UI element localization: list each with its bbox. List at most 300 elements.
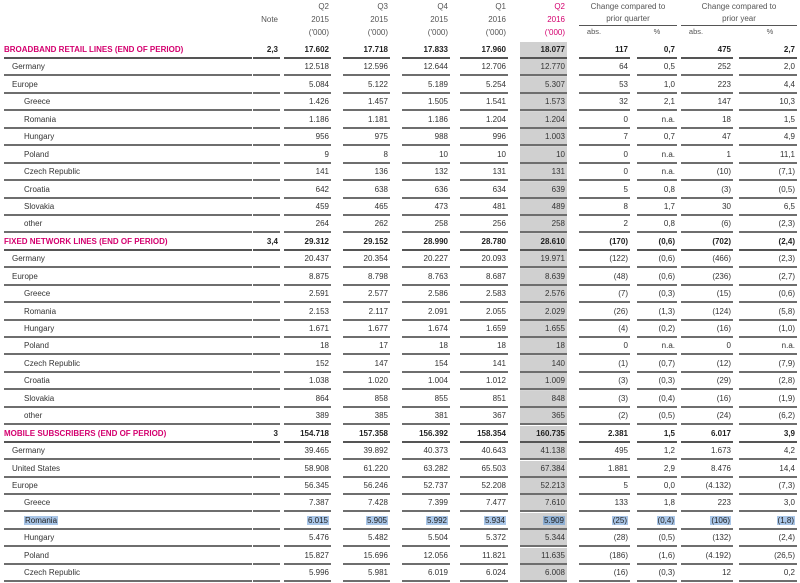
table-row[interactable] xyxy=(0,321,800,338)
table-row[interactable] xyxy=(0,338,800,355)
cell-value: 256 xyxy=(492,219,506,229)
cell-q4-2015 xyxy=(402,373,450,390)
cell-q1-2016 xyxy=(460,495,508,512)
cell-value: 17.960 xyxy=(481,45,506,54)
cell-value: 8 xyxy=(623,201,628,211)
cell-q2-2015 xyxy=(284,391,331,408)
cell-change-prior-year-pct xyxy=(739,147,797,164)
note-cell xyxy=(253,461,280,478)
group-prior-year-subtitle: prior year xyxy=(681,13,797,26)
cell-q1-2016 xyxy=(460,304,508,321)
cell-q1-2016 xyxy=(460,478,508,495)
cell-value: 7.428 xyxy=(367,498,388,508)
cell-change-prior-quarter-pct xyxy=(637,199,677,216)
cell-change-prior-year-abs xyxy=(681,426,733,443)
row-label-cell xyxy=(4,216,252,233)
cell-q4-2015 xyxy=(402,461,450,478)
cell-value: 495 xyxy=(614,446,628,456)
cell-q3-2015 xyxy=(343,129,390,146)
cell-value: 40.643 xyxy=(481,446,506,456)
cell-q2-2015 xyxy=(284,112,331,129)
row-label xyxy=(4,254,45,263)
row-label xyxy=(4,376,50,385)
table-row[interactable] xyxy=(0,495,800,512)
row-label-text: Poland xyxy=(24,550,49,560)
cell-value: 157.358 xyxy=(359,428,388,438)
cell-value: n.a. xyxy=(661,167,675,177)
cell-value: 2,7 xyxy=(783,45,795,54)
table-row[interactable] xyxy=(0,112,800,129)
cell-q4-2015 xyxy=(402,94,450,111)
cell-value: 638 xyxy=(374,184,388,194)
cell-q2-2016 xyxy=(520,182,567,199)
note-cell xyxy=(253,478,280,495)
group-prior-quarter-subtitle: prior quarter xyxy=(579,13,677,26)
cell-value: (0,5) xyxy=(658,533,675,543)
row-label-text: Germany xyxy=(12,254,45,264)
table-row[interactable] xyxy=(0,216,800,233)
row-label-text: Europe xyxy=(12,79,38,89)
cell-value: (2,3) xyxy=(778,254,795,264)
cell-value: (12) xyxy=(716,358,731,368)
cell-value: 40.373 xyxy=(423,446,448,456)
cell-value: (7,3) xyxy=(778,480,795,490)
cell-value: (0,5) xyxy=(658,411,675,421)
cell-q2-2015 xyxy=(284,478,331,495)
prior-year-abs-header: abs. xyxy=(688,27,704,36)
row-label xyxy=(4,481,38,490)
cell-value: 858 xyxy=(374,393,388,403)
table-row[interactable] xyxy=(0,129,800,146)
cell-change-prior-year-abs xyxy=(681,129,733,146)
table-row[interactable] xyxy=(0,513,800,530)
cell-value: 0,5 xyxy=(663,62,675,72)
cell-change-prior-year-pct xyxy=(739,59,797,76)
cell-value: 158.354 xyxy=(477,428,506,438)
cell-q2-2016 xyxy=(520,530,567,547)
cell-q2-2015 xyxy=(284,461,331,478)
cell-change-prior-year-pct xyxy=(739,373,797,390)
cell-q3-2015 xyxy=(343,304,390,321)
cell-q2-2015 xyxy=(284,199,331,216)
cell-q2-2016 xyxy=(520,251,567,268)
cell-q2-2015 xyxy=(284,59,331,76)
row-label-text: Czech Republic xyxy=(24,568,81,578)
cell-q2-2016 xyxy=(520,129,567,146)
cell-value: 1.012 xyxy=(485,376,506,386)
cell-value: 152 xyxy=(315,358,329,368)
cell-q4-2015 xyxy=(402,408,450,425)
cell-change-prior-quarter-pct xyxy=(637,513,677,530)
section-header-row[interactable] xyxy=(0,42,800,59)
cell-value: 19.971 xyxy=(540,254,565,264)
cell-q4-2015 xyxy=(402,129,450,146)
cell-value: 1.003 xyxy=(544,132,565,142)
table-row[interactable] xyxy=(0,269,800,286)
cell-value: 3,9 xyxy=(783,428,795,438)
cell-change-prior-quarter-abs xyxy=(579,251,630,268)
cell-value: 1.426 xyxy=(308,97,329,107)
row-label-cell xyxy=(4,513,252,530)
cell-value: 133 xyxy=(614,498,628,508)
table-row[interactable] xyxy=(0,548,800,565)
cell-change-prior-year-abs xyxy=(681,391,733,408)
note-header: Note xyxy=(261,15,278,24)
row-label xyxy=(4,167,80,176)
table-row[interactable] xyxy=(0,77,800,94)
col-q2-2015-year: 2015 xyxy=(311,15,329,24)
cell-value: (3) xyxy=(721,184,731,194)
cell-value: 1.038 xyxy=(308,376,329,386)
cell-q2-2015 xyxy=(284,234,331,251)
table-row[interactable] xyxy=(0,373,800,390)
cell-change-prior-year-abs xyxy=(681,530,733,547)
cell-value: 154 xyxy=(434,358,448,368)
cell-q2-2016 xyxy=(520,112,567,129)
cell-change-prior-quarter-abs xyxy=(579,461,630,478)
row-label-cell xyxy=(4,443,252,460)
table-row[interactable] xyxy=(0,199,800,216)
cell-q1-2016 xyxy=(460,565,508,582)
row-label xyxy=(4,219,42,228)
cell-change-prior-year-abs xyxy=(681,373,733,390)
table-row[interactable] xyxy=(0,286,800,303)
col-q1-2016-unit: ('000) xyxy=(485,28,506,37)
cell-value: 5.307 xyxy=(544,79,565,89)
cell-value: 1.674 xyxy=(427,324,448,333)
cell-q2-2016 xyxy=(520,304,567,321)
table-row[interactable] xyxy=(0,356,800,373)
cell-value: 30 xyxy=(722,201,731,211)
cell-value: (1,6) xyxy=(658,550,675,560)
cell-value: (1,8) xyxy=(777,515,794,525)
row-label xyxy=(4,551,49,560)
cell-change-prior-quarter-pct xyxy=(637,112,677,129)
cell-value: 258 xyxy=(434,219,448,229)
cell-value: 2.591 xyxy=(308,289,329,299)
cell-change-prior-quarter-abs xyxy=(579,513,630,530)
table-row[interactable] xyxy=(0,147,800,164)
col-q2-2015-quarter: Q2 xyxy=(318,2,329,11)
cell-q2-2015 xyxy=(284,530,331,547)
row-label xyxy=(4,516,58,525)
cell-value: 10 xyxy=(556,149,565,159)
cell-change-prior-year-abs xyxy=(681,478,733,495)
cell-value: 2.576 xyxy=(544,289,565,299)
cell-q3-2015 xyxy=(343,530,390,547)
table-row[interactable] xyxy=(0,59,800,76)
cell-q4-2015 xyxy=(402,548,450,565)
row-label xyxy=(4,132,54,141)
table-row[interactable] xyxy=(0,391,800,408)
cell-value: 5.122 xyxy=(367,79,388,89)
table-row[interactable] xyxy=(0,478,800,495)
cell-value: 20.093 xyxy=(481,254,506,264)
cell-q4-2015 xyxy=(402,495,450,512)
cell-value: 5.934 xyxy=(484,515,505,525)
cell-q4-2015 xyxy=(402,42,450,59)
table-row[interactable] xyxy=(0,461,800,478)
table-row[interactable] xyxy=(0,530,800,547)
cell-value: 10 xyxy=(497,149,506,159)
cell-value: 1.673 xyxy=(710,446,731,456)
cell-value: (2,4) xyxy=(778,236,795,246)
cell-value: 10 xyxy=(439,149,448,159)
cell-value: 17 xyxy=(379,341,388,351)
cell-value: 223 xyxy=(717,79,731,89)
cell-change-prior-year-pct xyxy=(739,530,797,547)
cell-value: 18 xyxy=(320,341,329,351)
cell-value: 47 xyxy=(722,132,731,142)
section-header-row[interactable] xyxy=(0,426,800,443)
cell-q2-2016 xyxy=(520,147,567,164)
row-label xyxy=(4,394,54,403)
cell-value: 1,5 xyxy=(663,428,675,438)
cell-value: 1.881 xyxy=(607,463,628,473)
cell-value: 147 xyxy=(374,358,388,368)
cell-q4-2015 xyxy=(402,426,450,443)
cell-q1-2016 xyxy=(460,286,508,303)
col-q1-2016-quarter: Q1 xyxy=(495,2,506,11)
cell-change-prior-quarter-pct xyxy=(637,251,677,268)
table-row[interactable] xyxy=(0,251,800,268)
cell-change-prior-year-pct xyxy=(739,199,797,216)
row-label-cell xyxy=(4,199,252,216)
row-label-text: MOBILE SUBSCRIBERS (END OF PERIOD) xyxy=(4,428,167,438)
cell-change-prior-year-abs xyxy=(681,234,733,251)
cell-value: 636 xyxy=(434,184,448,194)
cell-value: (4.132) xyxy=(705,480,731,490)
cell-value: 252 xyxy=(717,62,731,72)
cell-value: 154.718 xyxy=(300,428,329,438)
cell-value: 14,4 xyxy=(779,463,795,473)
cell-change-prior-year-pct xyxy=(739,513,797,530)
cell-q1-2016 xyxy=(460,59,508,76)
cell-q3-2015 xyxy=(343,269,390,286)
cell-value: 1,0 xyxy=(663,79,675,89)
cell-value: 17.602 xyxy=(304,45,329,54)
cell-change-prior-year-abs xyxy=(681,356,733,373)
row-label-cell xyxy=(4,391,252,408)
cell-q2-2016 xyxy=(520,94,567,111)
cell-value: (702) xyxy=(712,236,731,246)
cell-q1-2016 xyxy=(460,199,508,216)
cell-value: 367 xyxy=(492,411,506,421)
cell-change-prior-year-pct xyxy=(739,94,797,111)
cell-change-prior-year-pct xyxy=(739,461,797,478)
cell-value: 0,0 xyxy=(663,480,675,490)
cell-value: 2.577 xyxy=(367,289,388,299)
cell-change-prior-year-pct xyxy=(739,42,797,59)
cell-value: 11.821 xyxy=(482,550,506,560)
cell-value: (29) xyxy=(716,376,731,386)
cell-value: 855 xyxy=(434,393,448,403)
cell-q1-2016 xyxy=(460,94,508,111)
cell-value: 2 xyxy=(623,219,628,229)
cell-value: 2.029 xyxy=(544,306,565,316)
cell-q4-2015 xyxy=(402,216,450,233)
cell-q4-2015 xyxy=(402,77,450,94)
cell-value: 5.909 xyxy=(543,515,564,525)
cell-q2-2016 xyxy=(520,548,567,565)
cell-value: (4.192) xyxy=(705,550,731,560)
cell-change-prior-year-pct xyxy=(739,234,797,251)
cell-q2-2015 xyxy=(284,321,331,338)
cell-value: 2.586 xyxy=(427,289,448,299)
cell-q3-2015 xyxy=(343,478,390,495)
cell-q2-2016 xyxy=(520,77,567,94)
row-label-text: FIXED NETWORK LINES (END OF PERIOD) xyxy=(4,236,168,246)
cell-change-prior-quarter-abs xyxy=(579,373,630,390)
cell-value: 5.905 xyxy=(366,515,387,525)
cell-value: 6.019 xyxy=(427,568,448,578)
cell-value: (2,8) xyxy=(778,376,795,386)
cell-q1-2016 xyxy=(460,129,508,146)
cell-value: 996 xyxy=(492,132,506,142)
cell-value: (1,9) xyxy=(778,393,795,403)
row-label xyxy=(4,115,56,124)
row-label-text: Germany xyxy=(12,446,45,456)
cell-value: 1.659 xyxy=(485,324,506,333)
row-label-text: Poland xyxy=(24,341,49,351)
note-cell xyxy=(253,199,280,216)
row-label-cell xyxy=(4,234,252,251)
row-label xyxy=(4,62,45,71)
row-label-cell xyxy=(4,129,252,146)
cell-value: 0,8 xyxy=(663,219,675,229)
cell-value: 156.392 xyxy=(419,428,448,438)
cell-change-prior-quarter-abs xyxy=(579,112,630,129)
cell-change-prior-year-pct xyxy=(739,129,797,146)
cell-value: 5 xyxy=(623,480,628,490)
cell-q2-2016 xyxy=(520,321,567,338)
row-label xyxy=(4,45,183,54)
cell-q3-2015 xyxy=(343,112,390,129)
cell-value: n.a. xyxy=(781,341,795,351)
cell-change-prior-year-pct xyxy=(739,391,797,408)
cell-q3-2015 xyxy=(343,182,390,199)
cell-value: 15.696 xyxy=(363,550,388,560)
cell-q4-2015 xyxy=(402,356,450,373)
cell-q4-2015 xyxy=(402,269,450,286)
cell-value: 1.457 xyxy=(367,97,388,107)
cell-value: 6.024 xyxy=(485,568,506,578)
table-row[interactable] xyxy=(0,443,800,460)
cell-q3-2015 xyxy=(343,443,390,460)
cell-value: 1.204 xyxy=(485,114,506,124)
table-row[interactable] xyxy=(0,94,800,111)
cell-q1-2016 xyxy=(460,269,508,286)
cell-value: 639 xyxy=(551,184,565,194)
row-label-cell xyxy=(4,269,252,286)
cell-q2-2016 xyxy=(520,408,567,425)
cell-change-prior-year-pct xyxy=(739,321,797,338)
table-row[interactable] xyxy=(0,565,800,582)
cell-value: 4,2 xyxy=(783,446,795,456)
cell-value: 1,7 xyxy=(663,201,675,211)
cell-q3-2015 xyxy=(343,495,390,512)
cell-value: 0,2 xyxy=(783,568,795,578)
cell-value: 5.476 xyxy=(308,533,329,543)
cell-value: 634 xyxy=(492,184,506,194)
cell-value: 12.518 xyxy=(304,62,329,72)
note-cell xyxy=(253,77,280,94)
cell-value: 1.009 xyxy=(544,376,565,386)
cell-value: 8.687 xyxy=(485,271,506,281)
cell-value: n.a. xyxy=(661,341,675,351)
cell-value: (0,2) xyxy=(658,324,675,333)
table-header xyxy=(0,0,800,43)
table-row[interactable] xyxy=(0,408,800,425)
table-row[interactable] xyxy=(0,304,800,321)
cell-change-prior-year-abs xyxy=(681,59,733,76)
cell-value: 465 xyxy=(374,201,388,211)
cell-value: 5.084 xyxy=(308,79,329,89)
cell-q3-2015 xyxy=(343,199,390,216)
cell-value: 15.827 xyxy=(304,550,329,560)
cell-value: 18 xyxy=(497,341,506,351)
row-label xyxy=(4,359,80,368)
cell-value: 1 xyxy=(726,149,731,159)
cell-value: 642 xyxy=(315,184,329,194)
cell-value: 1.186 xyxy=(427,114,448,124)
cell-q2-2015 xyxy=(284,356,331,373)
cell-change-prior-quarter-abs xyxy=(579,478,630,495)
cell-value: 8.875 xyxy=(308,271,329,281)
cell-value: 1.573 xyxy=(544,97,565,107)
cell-q3-2015 xyxy=(343,59,390,76)
cell-value: (124) xyxy=(712,306,731,316)
cell-change-prior-quarter-pct xyxy=(637,321,677,338)
cell-value: 851 xyxy=(492,393,506,403)
cell-value: 258 xyxy=(551,219,565,229)
note-cell xyxy=(253,565,280,582)
cell-change-prior-year-pct xyxy=(739,338,797,355)
cell-change-prior-quarter-abs xyxy=(579,77,630,94)
cell-value: 459 xyxy=(315,201,329,211)
cell-q4-2015 xyxy=(402,513,450,530)
row-label-text: Hungary xyxy=(24,132,55,142)
cell-value: 56.246 xyxy=(363,480,388,490)
cell-q2-2016 xyxy=(520,164,567,181)
cell-change-prior-quarter-pct xyxy=(637,495,677,512)
cell-change-prior-quarter-pct xyxy=(637,304,677,321)
cell-q3-2015 xyxy=(343,356,390,373)
cell-value: (6,2) xyxy=(778,411,795,421)
table-row[interactable] xyxy=(0,164,800,181)
cell-q3-2015 xyxy=(343,408,390,425)
cell-q2-2016 xyxy=(520,391,567,408)
cell-value: 1.204 xyxy=(544,114,565,124)
cell-value: (2) xyxy=(618,411,628,421)
cell-change-prior-quarter-abs xyxy=(579,304,630,321)
cell-q2-2015 xyxy=(284,304,331,321)
row-label xyxy=(4,568,80,577)
col-q2-2016-quarter: Q2 xyxy=(554,2,565,11)
cell-change-prior-year-abs xyxy=(681,286,733,303)
cell-change-prior-quarter-abs xyxy=(579,548,630,565)
cell-q1-2016 xyxy=(460,164,508,181)
section-header-row[interactable] xyxy=(0,234,800,251)
col-q3-2015-unit: ('000) xyxy=(367,28,388,37)
row-label-text: other xyxy=(24,219,43,229)
cell-value: 2.381 xyxy=(607,428,628,438)
cell-change-prior-quarter-abs xyxy=(579,443,630,460)
table-row[interactable] xyxy=(0,182,800,199)
cell-change-prior-quarter-pct xyxy=(637,391,677,408)
cell-change-prior-quarter-abs xyxy=(579,59,630,76)
cell-value: 1.186 xyxy=(308,114,329,124)
